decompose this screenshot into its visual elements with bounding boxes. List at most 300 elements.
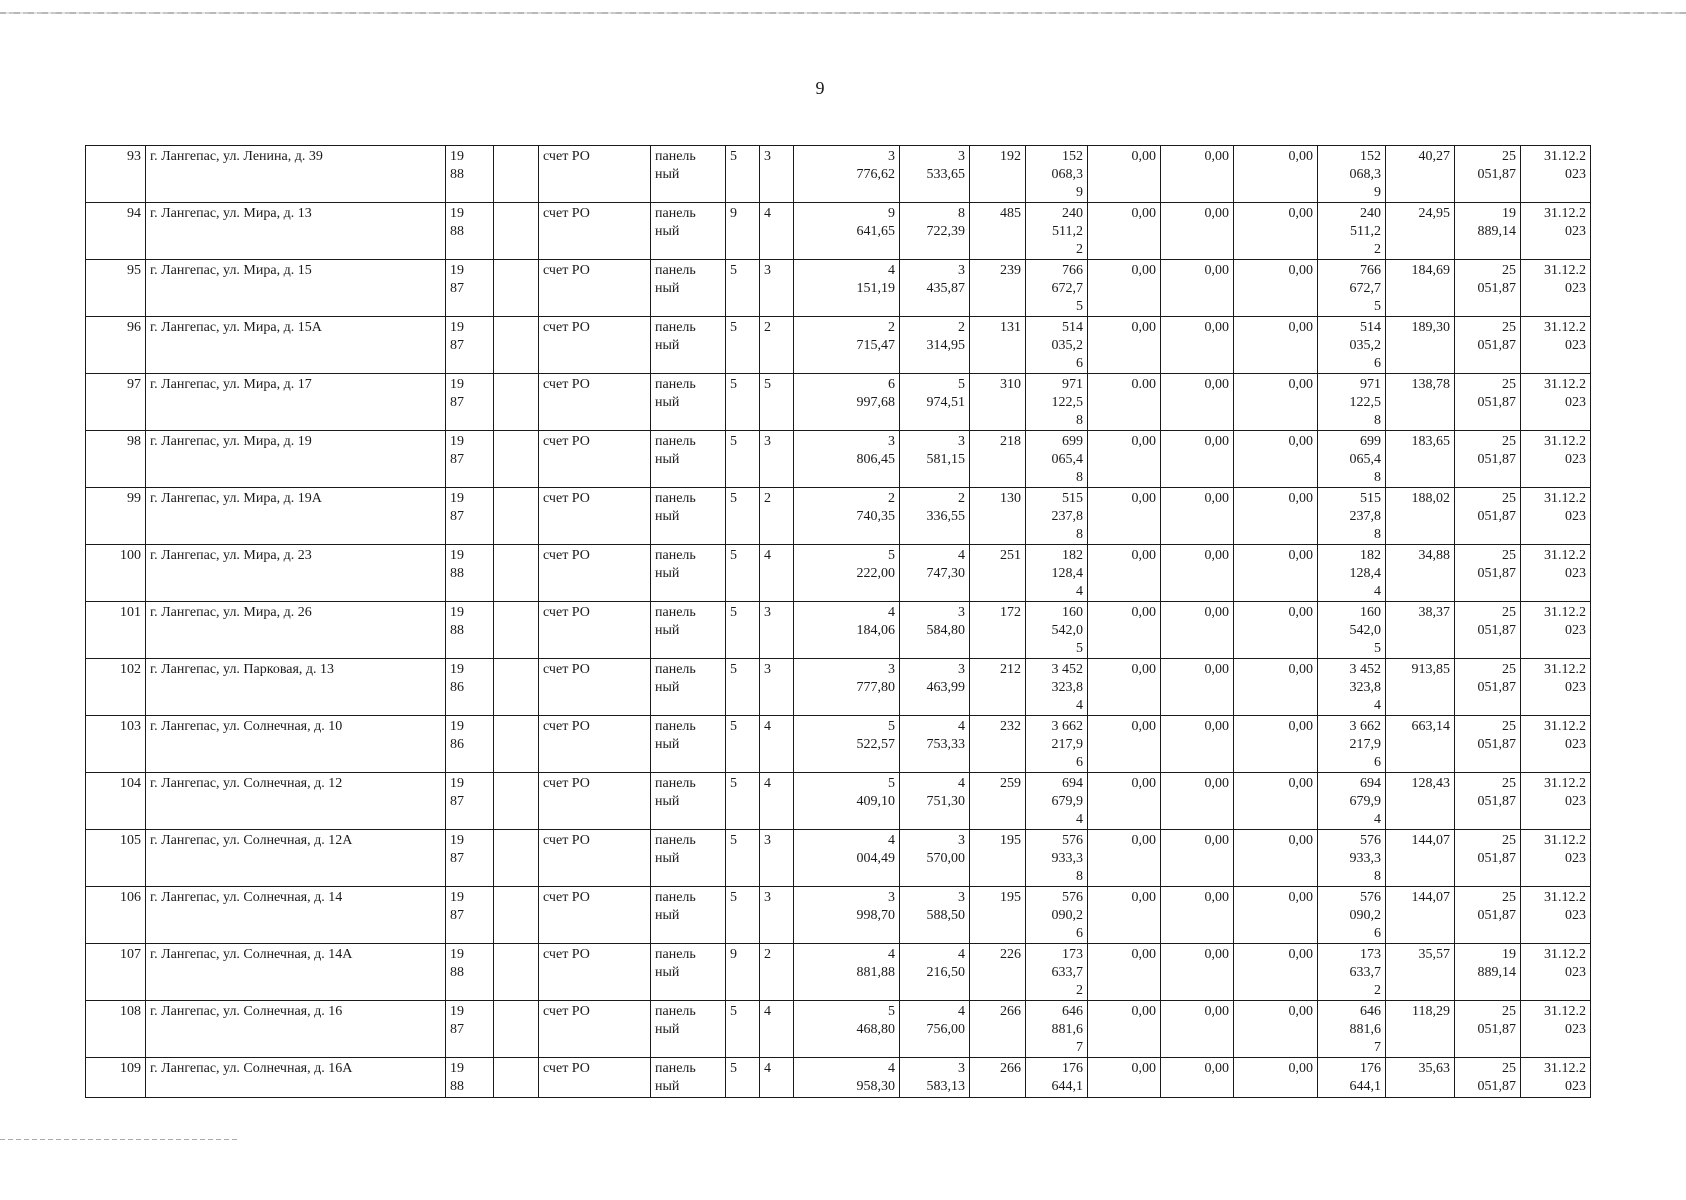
blank-cell (494, 944, 539, 1001)
owner-fund-cell: 766 672,7 5 (1318, 260, 1386, 317)
floors-cell: 5 (726, 317, 760, 374)
living-area-cell: 3 435,87 (900, 260, 970, 317)
entrances-cell: 3 (760, 602, 794, 659)
total-area-cell: 3 998,70 (794, 887, 900, 944)
address-cell: г. Лангепас, ул. Мира, д. 23 (146, 545, 446, 602)
fund-source-cell: счет РО (539, 488, 651, 545)
limit-cost-cell: 25 051,87 (1455, 773, 1521, 830)
living-area-cell: 5 974,51 (900, 374, 970, 431)
residents-cell: 226 (970, 944, 1026, 1001)
residents-cell: 172 (970, 602, 1026, 659)
blank-cell (494, 602, 539, 659)
table-row (86, 716, 1591, 773)
fund-cell: 0,00 (1088, 1058, 1161, 1098)
deadline-date-cell: 31.12.2 023 (1521, 146, 1591, 203)
unit-cost-cell: 40,27 (1386, 146, 1455, 203)
owner-fund-cell: 971 122,5 8 (1318, 374, 1386, 431)
blank-cell (494, 545, 539, 602)
entrances-cell: 2 (760, 317, 794, 374)
living-area-cell: 3 463,99 (900, 659, 970, 716)
owner-fund-cell: 3 452 323,8 4 (1318, 659, 1386, 716)
row-number: 108 (86, 1001, 146, 1058)
limit-cost-cell: 19 889,14 (1455, 203, 1521, 260)
floors-cell: 5 (726, 488, 760, 545)
fund-source-cell: счет РО (539, 1001, 651, 1058)
blank-cell (494, 1058, 539, 1098)
fund-cell: 0,00 (1234, 602, 1318, 659)
owner-fund-cell: 694 679,9 4 (1318, 773, 1386, 830)
table-row (86, 1058, 1591, 1098)
fund-cell: 0.00 (1088, 374, 1161, 431)
total-cost-cell: 240 511,2 2 (1026, 203, 1088, 260)
living-area-cell: 4 216,50 (900, 944, 970, 1001)
blank-cell (494, 659, 539, 716)
total-area-cell: 5 409,10 (794, 773, 900, 830)
address-cell: г. Лангепас, ул. Мира, д. 19 (146, 431, 446, 488)
living-area-cell: 3 583,13 (900, 1058, 970, 1098)
deadline-date-cell: 31.12.2 023 (1521, 488, 1591, 545)
owner-fund-cell: 240 511,2 2 (1318, 203, 1386, 260)
total-cost-cell: 646 881,6 7 (1026, 1001, 1088, 1058)
fund-cell: 0,00 (1161, 146, 1234, 203)
total-area-cell: 3 777,80 (794, 659, 900, 716)
total-area-cell: 5 222,00 (794, 545, 900, 602)
floors-cell: 5 (726, 545, 760, 602)
row-number: 105 (86, 830, 146, 887)
table-row (86, 1001, 1591, 1058)
blank-cell (494, 317, 539, 374)
fund-source-cell: счет РО (539, 374, 651, 431)
floors-cell: 5 (726, 374, 760, 431)
deadline-date-cell: 31.12.2 023 (1521, 1001, 1591, 1058)
blank-cell (494, 773, 539, 830)
unit-cost-cell: 183,65 (1386, 431, 1455, 488)
fund-cell: 0,00 (1088, 830, 1161, 887)
limit-cost-cell: 25 051,87 (1455, 1001, 1521, 1058)
year-built-cell: 19 86 (446, 659, 494, 716)
total-area-cell: 2 715,47 (794, 317, 900, 374)
address-cell: г. Лангепас, ул. Мира, д. 26 (146, 602, 446, 659)
wall-material-cell: панель ный (651, 488, 726, 545)
row-number: 95 (86, 260, 146, 317)
blank-cell (494, 374, 539, 431)
total-cost-cell: 182 128,4 4 (1026, 545, 1088, 602)
fund-cell: 0,00 (1161, 716, 1234, 773)
fund-cell: 0,00 (1234, 887, 1318, 944)
fund-cell: 0,00 (1234, 317, 1318, 374)
living-area-cell: 8 722,39 (900, 203, 970, 260)
limit-cost-cell: 25 051,87 (1455, 374, 1521, 431)
total-area-cell: 4 958,30 (794, 1058, 900, 1098)
fund-cell: 0,00 (1161, 260, 1234, 317)
table-row (86, 659, 1591, 716)
total-cost-cell: 3 452 323,8 4 (1026, 659, 1088, 716)
row-number: 94 (86, 203, 146, 260)
floors-cell: 5 (726, 260, 760, 317)
blank-cell (494, 203, 539, 260)
floors-cell: 5 (726, 659, 760, 716)
fund-cell: 0,00 (1088, 1001, 1161, 1058)
fund-cell: 0,00 (1088, 716, 1161, 773)
fund-cell: 0,00 (1088, 944, 1161, 1001)
living-area-cell: 3 570,00 (900, 830, 970, 887)
deadline-date-cell: 31.12.2 023 (1521, 374, 1591, 431)
fund-cell: 0,00 (1088, 602, 1161, 659)
blank-cell (494, 1001, 539, 1058)
fund-cell: 0,00 (1161, 1058, 1234, 1098)
wall-material-cell: панель ный (651, 545, 726, 602)
wall-material-cell: панель ный (651, 203, 726, 260)
year-built-cell: 19 87 (446, 773, 494, 830)
total-cost-cell: 160 542,0 5 (1026, 602, 1088, 659)
total-area-cell: 9 641,65 (794, 203, 900, 260)
fund-cell: 0,00 (1234, 203, 1318, 260)
fund-source-cell: счет РО (539, 944, 651, 1001)
limit-cost-cell: 25 051,87 (1455, 260, 1521, 317)
address-cell: г. Лангепас, ул. Парковая, д. 13 (146, 659, 446, 716)
unit-cost-cell: 38,37 (1386, 602, 1455, 659)
limit-cost-cell: 25 051,87 (1455, 602, 1521, 659)
residents-cell: 485 (970, 203, 1026, 260)
year-built-cell: 19 87 (446, 431, 494, 488)
deadline-date-cell: 31.12.2 023 (1521, 887, 1591, 944)
fund-cell: 0,00 (1088, 887, 1161, 944)
unit-cost-cell: 189,30 (1386, 317, 1455, 374)
wall-material-cell: панель ный (651, 659, 726, 716)
floors-cell: 5 (726, 887, 760, 944)
table-row (86, 203, 1591, 260)
fund-cell: 0,00 (1234, 830, 1318, 887)
fund-cell: 0,00 (1234, 545, 1318, 602)
fund-cell: 0,00 (1234, 1001, 1318, 1058)
residents-cell: 195 (970, 830, 1026, 887)
fund-cell: 0,00 (1234, 1058, 1318, 1098)
fund-cell: 0,00 (1088, 146, 1161, 203)
owner-fund-cell: 646 881,6 7 (1318, 1001, 1386, 1058)
total-cost-cell: 971 122,5 8 (1026, 374, 1088, 431)
registry-body (86, 146, 1591, 1098)
owner-fund-cell: 176 644,1 (1318, 1058, 1386, 1098)
row-number: 104 (86, 773, 146, 830)
fund-source-cell: счет РО (539, 887, 651, 944)
total-area-cell: 3 776,62 (794, 146, 900, 203)
fund-source-cell: счет РО (539, 203, 651, 260)
table-row (86, 887, 1591, 944)
total-area-cell: 2 740,35 (794, 488, 900, 545)
entrances-cell: 4 (760, 545, 794, 602)
entrances-cell: 4 (760, 716, 794, 773)
blank-cell (494, 146, 539, 203)
blank-cell (494, 887, 539, 944)
residents-cell: 212 (970, 659, 1026, 716)
entrances-cell: 3 (760, 431, 794, 488)
wall-material-cell: панель ный (651, 431, 726, 488)
total-cost-cell: 576 090,2 6 (1026, 887, 1088, 944)
row-number: 96 (86, 317, 146, 374)
year-built-cell: 19 88 (446, 146, 494, 203)
year-built-cell: 19 87 (446, 887, 494, 944)
fund-cell: 0,00 (1161, 203, 1234, 260)
fund-cell: 0,00 (1161, 830, 1234, 887)
row-number: 103 (86, 716, 146, 773)
residents-cell: 239 (970, 260, 1026, 317)
table-row (86, 488, 1591, 545)
deadline-date-cell: 31.12.2 023 (1521, 545, 1591, 602)
residents-cell: 130 (970, 488, 1026, 545)
year-built-cell: 19 88 (446, 944, 494, 1001)
deadline-date-cell: 31.12.2 023 (1521, 317, 1591, 374)
residents-cell: 232 (970, 716, 1026, 773)
fund-cell: 0,00 (1234, 944, 1318, 1001)
unit-cost-cell: 118,29 (1386, 1001, 1455, 1058)
blank-cell (494, 830, 539, 887)
residents-cell: 259 (970, 773, 1026, 830)
total-cost-cell: 152 068,3 9 (1026, 146, 1088, 203)
unit-cost-cell: 24,95 (1386, 203, 1455, 260)
deadline-date-cell: 31.12.2 023 (1521, 773, 1591, 830)
entrances-cell: 4 (760, 203, 794, 260)
blank-cell (494, 260, 539, 317)
wall-material-cell: панель ный (651, 602, 726, 659)
wall-material-cell: панель ный (651, 830, 726, 887)
year-built-cell: 19 88 (446, 203, 494, 260)
owner-fund-cell: 173 633,7 2 (1318, 944, 1386, 1001)
limit-cost-cell: 25 051,87 (1455, 1058, 1521, 1098)
blank-cell (494, 716, 539, 773)
table-row (86, 944, 1591, 1001)
entrances-cell: 4 (760, 1058, 794, 1098)
wall-material-cell: панель ный (651, 716, 726, 773)
address-cell: г. Лангепас, ул. Солнечная, д. 16А (146, 1058, 446, 1098)
limit-cost-cell: 25 051,87 (1455, 830, 1521, 887)
unit-cost-cell: 35,57 (1386, 944, 1455, 1001)
residents-cell: 218 (970, 431, 1026, 488)
floors-cell: 5 (726, 602, 760, 659)
row-number: 97 (86, 374, 146, 431)
blank-cell (494, 431, 539, 488)
row-number: 99 (86, 488, 146, 545)
floors-cell: 5 (726, 146, 760, 203)
table-row (86, 260, 1591, 317)
fund-source-cell: счет РО (539, 545, 651, 602)
fund-source-cell: счет РО (539, 659, 651, 716)
owner-fund-cell: 182 128,4 4 (1318, 545, 1386, 602)
living-area-cell: 4 753,33 (900, 716, 970, 773)
living-area-cell: 2 314,95 (900, 317, 970, 374)
fund-cell: 0,00 (1161, 1001, 1234, 1058)
limit-cost-cell: 25 051,87 (1455, 488, 1521, 545)
fund-cell: 0,00 (1234, 260, 1318, 317)
deadline-date-cell: 31.12.2 023 (1521, 944, 1591, 1001)
limit-cost-cell: 25 051,87 (1455, 545, 1521, 602)
address-cell: г. Лангепас, ул. Солнечная, д. 12А (146, 830, 446, 887)
table-row (86, 545, 1591, 602)
year-built-cell: 19 86 (446, 716, 494, 773)
fund-cell: 0,00 (1161, 431, 1234, 488)
total-area-cell: 4 881,88 (794, 944, 900, 1001)
entrances-cell: 3 (760, 260, 794, 317)
total-area-cell: 4 004,49 (794, 830, 900, 887)
address-cell: г. Лангепас, ул. Мира, д. 19А (146, 488, 446, 545)
deadline-date-cell: 31.12.2 023 (1521, 1058, 1591, 1098)
entrances-cell: 3 (760, 659, 794, 716)
residents-cell: 192 (970, 146, 1026, 203)
living-area-cell: 2 336,55 (900, 488, 970, 545)
fund-cell: 0,00 (1161, 545, 1234, 602)
deadline-date-cell: 31.12.2 023 (1521, 659, 1591, 716)
total-cost-cell: 176 644,1 (1026, 1058, 1088, 1098)
limit-cost-cell: 25 051,87 (1455, 887, 1521, 944)
entrances-cell: 3 (760, 830, 794, 887)
year-built-cell: 19 88 (446, 1058, 494, 1098)
owner-fund-cell: 3 662 217,9 6 (1318, 716, 1386, 773)
residents-cell: 251 (970, 545, 1026, 602)
fund-source-cell: счет РО (539, 716, 651, 773)
total-area-cell: 4 151,19 (794, 260, 900, 317)
fund-source-cell: счет РО (539, 260, 651, 317)
deadline-date-cell: 31.12.2 023 (1521, 431, 1591, 488)
entrances-cell: 3 (760, 887, 794, 944)
total-area-cell: 4 184,06 (794, 602, 900, 659)
unit-cost-cell: 35,63 (1386, 1058, 1455, 1098)
fund-cell: 0,00 (1088, 260, 1161, 317)
fund-source-cell: счет РО (539, 146, 651, 203)
unit-cost-cell: 913,85 (1386, 659, 1455, 716)
fund-cell: 0,00 (1234, 431, 1318, 488)
table-row (86, 602, 1591, 659)
limit-cost-cell: 25 051,87 (1455, 659, 1521, 716)
owner-fund-cell: 514 035,2 6 (1318, 317, 1386, 374)
owner-fund-cell: 152 068,3 9 (1318, 146, 1386, 203)
living-area-cell: 3 581,15 (900, 431, 970, 488)
owner-fund-cell: 515 237,8 8 (1318, 488, 1386, 545)
year-built-cell: 19 88 (446, 602, 494, 659)
unit-cost-cell: 188,02 (1386, 488, 1455, 545)
entrances-cell: 2 (760, 944, 794, 1001)
unit-cost-cell: 144,07 (1386, 887, 1455, 944)
fund-cell: 0,00 (1234, 773, 1318, 830)
unit-cost-cell: 144,07 (1386, 830, 1455, 887)
total-cost-cell: 699 065,4 8 (1026, 431, 1088, 488)
floors-cell: 9 (726, 203, 760, 260)
fund-cell: 0,00 (1161, 944, 1234, 1001)
living-area-cell: 3 533,65 (900, 146, 970, 203)
housing-registry-table (85, 145, 1591, 1098)
total-cost-cell: 515 237,8 8 (1026, 488, 1088, 545)
address-cell: г. Лангепас, ул. Солнечная, д. 14 (146, 887, 446, 944)
total-cost-cell: 766 672,7 5 (1026, 260, 1088, 317)
scan-edge-artifact (0, 12, 1686, 14)
fund-cell: 0,00 (1234, 374, 1318, 431)
row-number: 109 (86, 1058, 146, 1098)
row-number: 101 (86, 602, 146, 659)
total-area-cell: 5 522,57 (794, 716, 900, 773)
fund-cell: 0,00 (1088, 431, 1161, 488)
floors-cell: 5 (726, 1058, 760, 1098)
wall-material-cell: панель ный (651, 260, 726, 317)
total-area-cell: 5 468,80 (794, 1001, 900, 1058)
fund-source-cell: счет РО (539, 602, 651, 659)
deadline-date-cell: 31.12.2 023 (1521, 830, 1591, 887)
address-cell: г. Лангепас, ул. Солнечная, д. 14А (146, 944, 446, 1001)
fund-cell: 0,00 (1234, 146, 1318, 203)
wall-material-cell: панель ный (651, 1001, 726, 1058)
address-cell: г. Лангепас, ул. Мира, д. 13 (146, 203, 446, 260)
fund-cell: 0,00 (1234, 488, 1318, 545)
fund-source-cell: счет РО (539, 1058, 651, 1098)
table-row (86, 374, 1591, 431)
blank-cell (494, 488, 539, 545)
limit-cost-cell: 25 051,87 (1455, 317, 1521, 374)
row-number: 107 (86, 944, 146, 1001)
row-number: 106 (86, 887, 146, 944)
deadline-date-cell: 31.12.2 023 (1521, 716, 1591, 773)
table-row (86, 431, 1591, 488)
row-number: 98 (86, 431, 146, 488)
residents-cell: 195 (970, 887, 1026, 944)
row-number: 100 (86, 545, 146, 602)
wall-material-cell: панель ный (651, 317, 726, 374)
total-cost-cell: 514 035,2 6 (1026, 317, 1088, 374)
wall-material-cell: панель ный (651, 944, 726, 1001)
entrances-cell: 5 (760, 374, 794, 431)
fund-cell: 0,00 (1088, 488, 1161, 545)
row-number: 102 (86, 659, 146, 716)
address-cell: г. Лангепас, ул. Солнечная, д. 10 (146, 716, 446, 773)
year-built-cell: 19 87 (446, 317, 494, 374)
year-built-cell: 19 88 (446, 545, 494, 602)
entrances-cell: 3 (760, 146, 794, 203)
fund-source-cell: счет РО (539, 830, 651, 887)
wall-material-cell: панель ный (651, 146, 726, 203)
unit-cost-cell: 34,88 (1386, 545, 1455, 602)
owner-fund-cell: 699 065,4 8 (1318, 431, 1386, 488)
table-row (86, 773, 1591, 830)
year-built-cell: 19 87 (446, 830, 494, 887)
floors-cell: 5 (726, 773, 760, 830)
owner-fund-cell: 576 933,3 8 (1318, 830, 1386, 887)
fund-cell: 0,00 (1088, 545, 1161, 602)
fund-cell: 0,00 (1088, 773, 1161, 830)
living-area-cell: 4 751,30 (900, 773, 970, 830)
floors-cell: 9 (726, 944, 760, 1001)
floors-cell: 5 (726, 716, 760, 773)
unit-cost-cell: 128,43 (1386, 773, 1455, 830)
floors-cell: 5 (726, 431, 760, 488)
table-row (86, 830, 1591, 887)
table-row (86, 317, 1591, 374)
fund-cell: 0,00 (1234, 659, 1318, 716)
limit-cost-cell: 25 051,87 (1455, 716, 1521, 773)
unit-cost-cell: 138,78 (1386, 374, 1455, 431)
fund-cell: 0,00 (1234, 716, 1318, 773)
fund-source-cell: счет РО (539, 773, 651, 830)
table-row (86, 146, 1591, 203)
address-cell: г. Лангепас, ул. Солнечная, д. 12 (146, 773, 446, 830)
unit-cost-cell: 663,14 (1386, 716, 1455, 773)
total-area-cell: 6 997,68 (794, 374, 900, 431)
owner-fund-cell: 576 090,2 6 (1318, 887, 1386, 944)
deadline-date-cell: 31.12.2 023 (1521, 602, 1591, 659)
row-number: 93 (86, 146, 146, 203)
floors-cell: 5 (726, 830, 760, 887)
fund-cell: 0,00 (1161, 374, 1234, 431)
residents-cell: 266 (970, 1001, 1026, 1058)
fund-cell: 0,00 (1161, 602, 1234, 659)
address-cell: г. Лангепас, ул. Солнечная, д. 16 (146, 1001, 446, 1058)
fund-cell: 0,00 (1161, 887, 1234, 944)
wall-material-cell: панель ный (651, 1058, 726, 1098)
